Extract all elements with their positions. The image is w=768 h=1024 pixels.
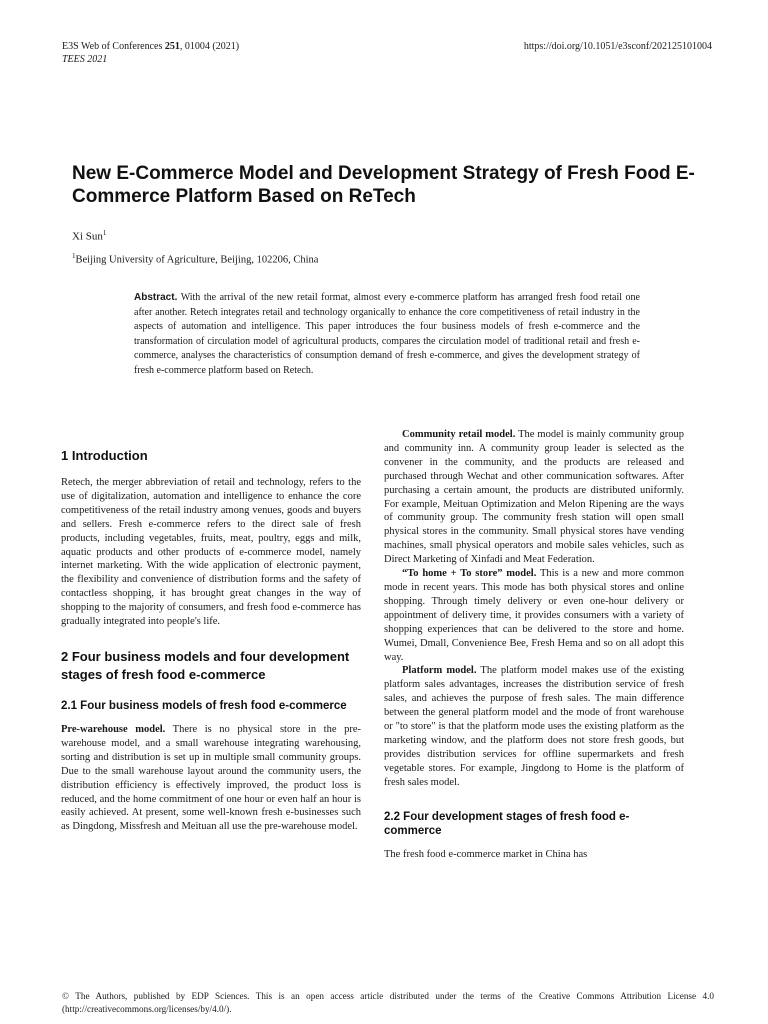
tohome-paragraph [384,567,684,664]
left-column [61,447,361,834]
tohome-label: “To home + To store” model. [402,568,537,580]
right-column [384,428,684,861]
author-name: Xi Sun [72,230,103,243]
license-footer: © The Authors, published by EDP Sciences. This is an open access article distributed under the terms of the Creative Commons Attribution License 4.0 (http://creativecommons.org/licenses/by/4.0/). [62,991,714,1014]
platform-text: The platform model makes use of the existing platform sales advantages, increases the distribution service of fresh sales, and achieves the purpose of fresh sales. The main difference between the general platform model and the mode of front warehouse or "to store" is that the platform mode uses the existing platform as the marketing window, and the platform does not store fresh goods, but provides distribution services for offline supermarkets and fresh vegetable stores. For example, Jingdong to Home is the platform of fresh sales model. [384,665,684,788]
community-text: The model is mainly community group and community inn. A community group leader is selected as the convener in the community, and the products are released and purchased through Wechat and other communication softwares. After purchasing a certain amount, the products are distributed uniformly. For example, Meituan Optimization and Melon Ripening are the ways of community group. The community fresh station will open small physical stores in the community. Small physical stores have vending machines, small physical operators and mobile sales vehicles, such as Direct Marketing of Xinfadi and Meat Federation. [384,429,685,566]
section-2-1-heading: 2.1 Four business models of fresh food e-commerce [61,699,347,712]
author-line [72,229,106,243]
journal-prefix: E3S Web of Conferences [62,41,165,52]
doi-link[interactable]: https://doi.org/10.1051/e3sconf/202125101004 [523,41,712,52]
platform-label: Platform model. [402,665,477,677]
abstract-text: With the arrival of the new retail format, almost every e-commerce platform has arranged fresh food retail one after another. Retech integrates retail and technology organically to enhance the core competitiveness of retail industry in the aspects of automation and intelligence. This paper introduces the four business models of fresh e-commerce and the transformation of circulation model of agricultural products, compares the circulation model of traditional retail and fresh e-commerce, analyses the characteristics of consumption demand of fresh e-commerce, and gives the development strategy of fresh e-commerce platform based on Retech. [134,292,640,376]
prewarehouse-paragraph [61,723,361,834]
introduction-paragraph: Retech, the merger abbreviation of retail and technology, refers to the use of digitalization, automation and intelligence to enhance the core competitiveness of the retail industry among venues, goods and buyers and sellers. Fresh e-commerce refers to the direct sale of fresh products, including vegetables, fruits, meat, poultry, eggs and milk, aquatic products and other products of e-commerce model, namely internet marketing. With the wide application of electronic payment, the flexibility and convenience of distribution forms and the safety of contactless shopping, it has brought great changes in the way of shopping to the majority of consumers, and fresh food e-commerce has gradually integrated into people's life. [61,477,361,628]
section-2-2-text: The fresh food e-commerce market in China has [384,848,588,860]
paper-title: New E-Commerce Model and Development Strategy of Fresh Food E-Commerce Platform Based on ReTech [72,163,695,207]
journal-volume: 251 [164,41,180,52]
affiliation-superscript: 1 [72,252,76,260]
platform-paragraph [384,664,684,789]
conference-name: TEES 2021 [62,54,108,65]
abstract-label: Abstract. [134,292,178,303]
community-label: Community retail model. [402,429,516,440]
section-1-heading: 1 Introduction [61,448,148,463]
tohome-text: This is a new and more common mode in recent years. This mode has both physical stores and online shopping. Through timely delivery or even one-hour delivery or appointment of delivery time, it provides consumers with a variety of shopping experiences that can be delivered to the store and home. Wumei, Dmall, Convenience Bee, Fresh Hema and so on all adopt this way. [384,568,684,663]
article-info: , 01004 (2021) [179,41,240,52]
abstract [134,291,640,378]
section-2-2-heading: 2.2 Four development stages of fresh food e-commerce [384,810,630,837]
prewarehouse-label: Pre-warehouse model. [61,723,166,735]
running-header-left [62,40,239,66]
section-2-heading: 2 Four business models and four development stages of fresh food e-commerce [61,648,350,682]
community-paragraph [384,428,684,567]
prewarehouse-text: There is no physical store in the pre-warehouse model, and a small warehouse integrating warehousing, sorting and distribution is set up in multiple small community groups. Due to the small warehouse layout around the community users, the distribution efficiency is effectively improved, the product loss is reduced, and the home commitment of one hour or even half an hour is easily achieved. At present, some well-known fresh e-businesses such as Dingdong, Missfresh and Meituan all use the pre-warehouse model. [61,723,361,833]
affiliation [72,252,318,266]
author-superscript: 1 [102,229,107,237]
affiliation-text: Beijing University of Agriculture, Beijing, 102206, China [75,254,319,266]
